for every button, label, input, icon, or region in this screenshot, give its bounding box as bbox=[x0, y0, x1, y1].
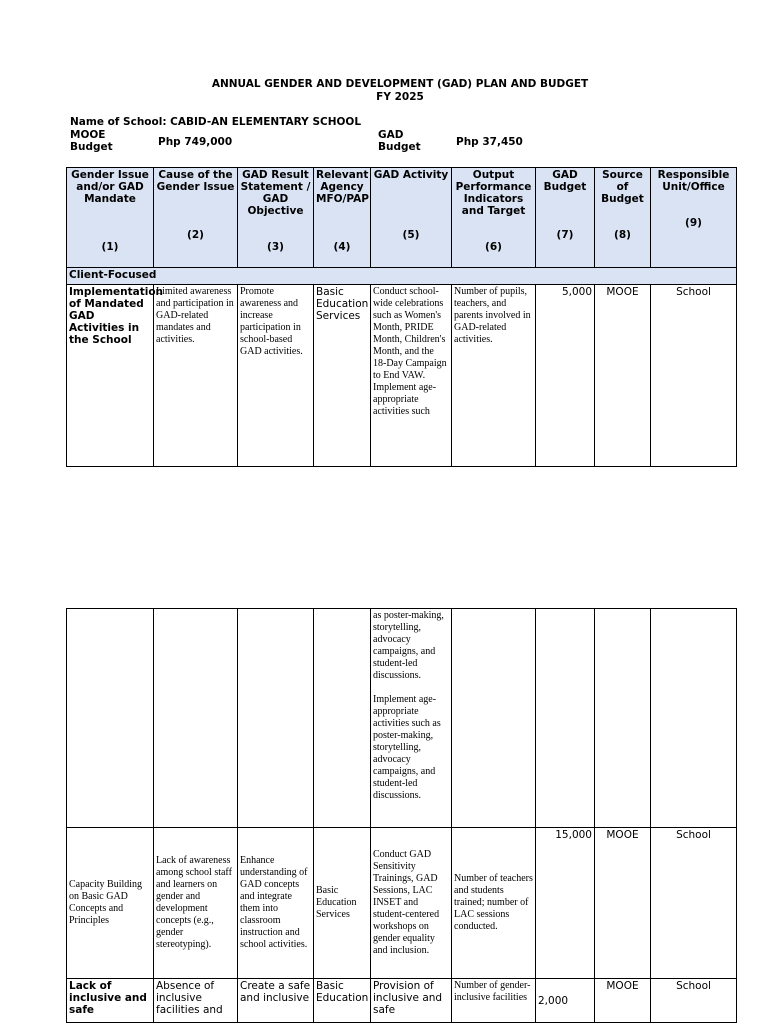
indicator-cell: Number of teachers and students trained; number of LAC sessions conducted. bbox=[452, 828, 536, 979]
activity-cell: Provision of inclusive and safe bbox=[371, 979, 452, 1023]
activity-cell: Conduct school-wide celebrations such as Women's Month, PRIDE Month, Children's Month, and the 18-Day Campaign to End VAW. Implement age-appropriate activities such bbox=[371, 285, 452, 467]
mfo-cell: Basic Education Services bbox=[314, 285, 371, 467]
activity-text: as poster-making, storytelling, advocacy campaigns, and student-led discussions. bbox=[373, 610, 444, 681]
column-header: GAD Result Statement / GAD Objective (3) bbox=[238, 168, 314, 268]
title-line-2: FY 2025 bbox=[376, 91, 424, 103]
column-header: GAD Budget (7) bbox=[536, 168, 595, 268]
unit-cell: School bbox=[651, 285, 737, 467]
table-row bbox=[67, 285, 737, 467]
column-header: Gender Issue and/or GAD Mandate (1) bbox=[67, 168, 154, 268]
indicator-cell: Number of gender-inclusive facilities bbox=[452, 979, 536, 1023]
result-statement-cell: Promote awareness and increase participation in school-based GAD activities. bbox=[238, 285, 314, 467]
column-header: Source of Budget (8) bbox=[595, 168, 651, 268]
empty-cell bbox=[595, 609, 651, 828]
column-header: Cause of the Gender Issue (2) bbox=[154, 168, 238, 268]
source-cell: MOOE bbox=[595, 285, 651, 467]
table-row bbox=[67, 828, 737, 979]
empty-cell bbox=[651, 609, 737, 828]
result-statement-cell: Create a safe and inclusive bbox=[238, 979, 314, 1023]
unit-cell: School bbox=[651, 828, 737, 979]
column-header: Responsible Unit/Office (9) bbox=[651, 168, 737, 268]
table-row bbox=[67, 979, 737, 1023]
cause-cell: Limited awareness and participation in GAD-related mandates and activities. bbox=[154, 285, 238, 467]
activity-text: Implement age-appropriate activities such as poster-making, storytelling, advocacy campaigns, and student-led discussions. bbox=[373, 694, 441, 801]
column-header: GAD Activity (5) bbox=[371, 168, 452, 268]
empty-cell bbox=[154, 609, 238, 828]
gad-budget-value: Php 37,450 bbox=[456, 136, 523, 148]
cause-cell: Lack of awareness among school staff and learners on gender and development concepts (e.g., gender stereotyping). bbox=[154, 828, 238, 979]
gender-issue-cell: Capacity Building on Basic GAD Concepts and Principles bbox=[67, 828, 154, 979]
empty-cell bbox=[452, 609, 536, 828]
result-statement-cell: Enhance understanding of GAD concepts and integrate them into classroom instruction and school activities. bbox=[238, 828, 314, 979]
document-title bbox=[150, 78, 650, 104]
gender-issue-cell: Implementation of Mandated GAD Activities in the School bbox=[67, 285, 154, 467]
mooe-budget-value: Php 749,000 bbox=[158, 136, 233, 148]
cause-cell: Absence of inclusive facilities and bbox=[154, 979, 238, 1023]
empty-cell bbox=[67, 609, 154, 828]
budget-cell: 5,000 bbox=[536, 285, 595, 467]
section-label: Client-Focused bbox=[67, 268, 737, 285]
activity-cell bbox=[371, 609, 452, 828]
title-line-1: ANNUAL GENDER AND DEVELOPMENT (GAD) PLAN AND BUDGET bbox=[211, 78, 589, 90]
gender-issue-cell: Lack of inclusive and safe bbox=[67, 979, 154, 1023]
mooe-label-2: Budget bbox=[70, 141, 113, 153]
gad-label-2: Budget bbox=[378, 141, 421, 153]
empty-cell bbox=[314, 609, 371, 828]
unit-cell: School bbox=[651, 979, 737, 1023]
gad-plan-table bbox=[66, 167, 737, 467]
budget-cell: 15,000 bbox=[536, 828, 595, 979]
section-row bbox=[67, 268, 737, 285]
budget-cell: 2,000 bbox=[536, 979, 595, 1023]
column-header: Output Performance Indicators and Target (6) bbox=[452, 168, 536, 268]
column-header: Relevant Agency MFO/PAP (4) bbox=[314, 168, 371, 268]
table-header-row bbox=[67, 168, 737, 268]
table-row bbox=[67, 609, 737, 828]
gad-plan-table-continued bbox=[66, 608, 737, 1023]
source-cell: MOOE bbox=[595, 979, 651, 1023]
school-name: Name of School: CABID-AN ELEMENTARY SCHOOL bbox=[70, 116, 362, 128]
indicator-cell: Number of pupils, teachers, and parents involved in GAD-related activities. bbox=[452, 285, 536, 467]
mooe-label-1: MOOE bbox=[70, 129, 106, 141]
mfo-cell: Basic Education Services bbox=[314, 828, 371, 979]
empty-cell bbox=[536, 609, 595, 828]
source-cell: MOOE bbox=[595, 828, 651, 979]
activity-cell: Conduct GAD Sensitivity Trainings, GAD Sessions, LAC INSET and student-centered workshops on gender equality and inclusion. bbox=[371, 828, 452, 979]
gad-label-1: GAD bbox=[378, 129, 404, 141]
empty-cell bbox=[238, 609, 314, 828]
mfo-cell: Basic Education bbox=[314, 979, 371, 1023]
